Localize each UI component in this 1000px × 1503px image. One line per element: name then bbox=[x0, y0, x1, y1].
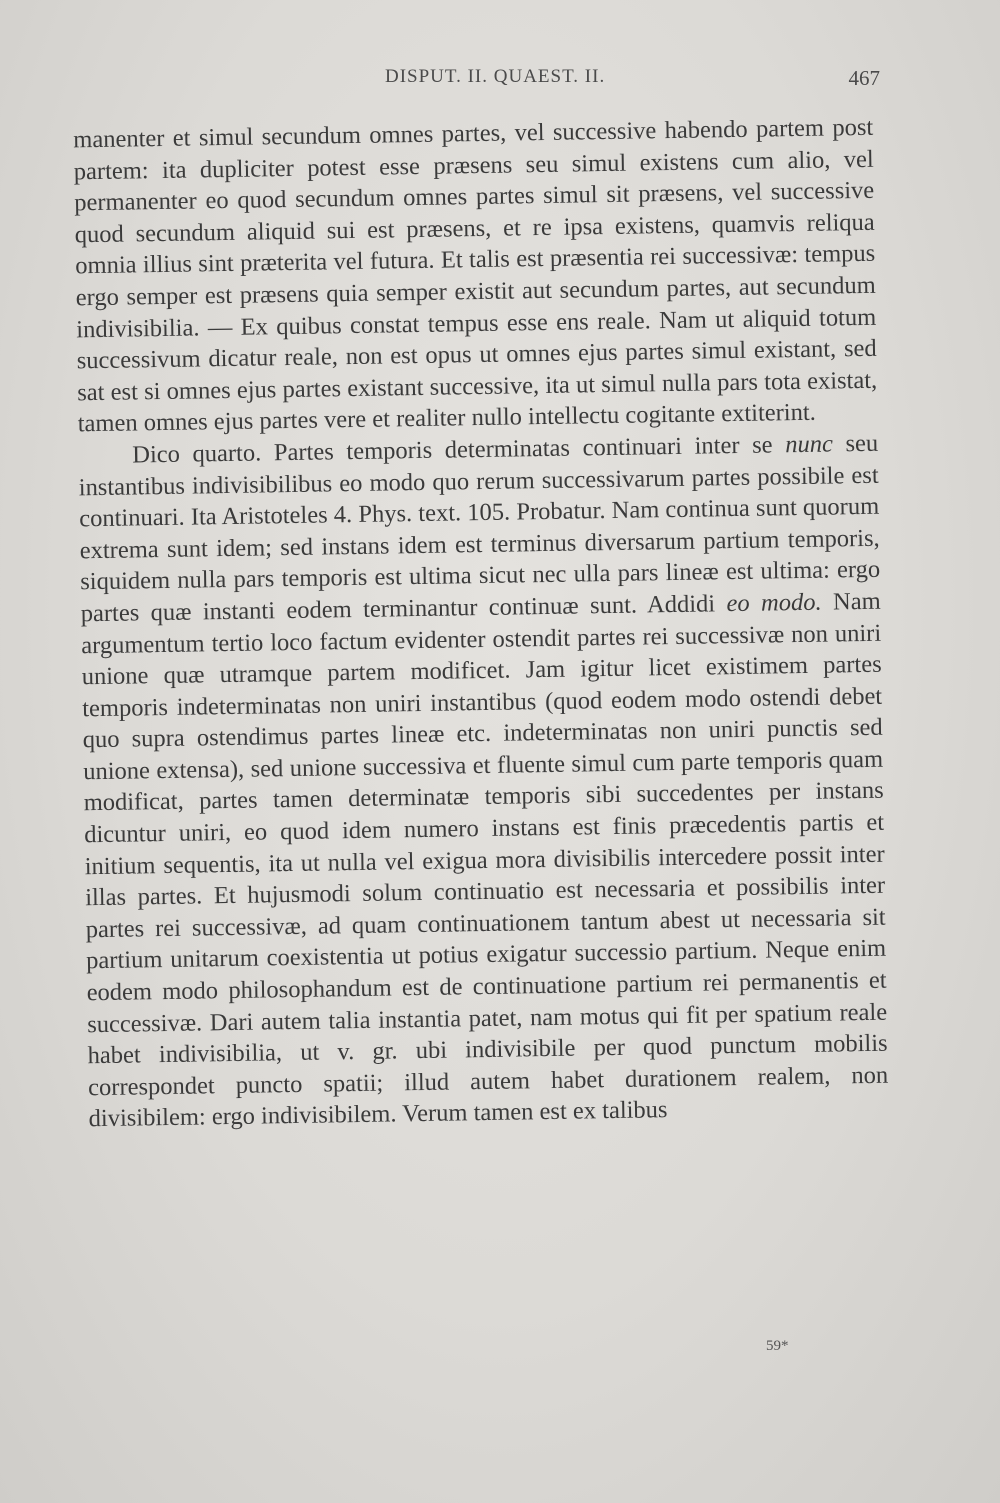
paragraph-1: manenter et simul secundum omnes partes, vel successive habendo partem post partem: ita dupliciter potest esse præsens seu simul existens cum alio, vel permanenter eo quod secundum omnes partes simul sit præsens, vel successive quod secundum aliquid sui est præsens, et re ipsa existens, quamvis reliqua omnia illius sint præterita vel futura. Et talis est præsentia rei successivæ: tempus ergo semper est præsens quia semper existit aut secundum partes, aut secundum indivisibilia. — Ex quibus constat tempus esse ens reale. Nam ut aliquid totum successivum dicatur reale, non est opus ut omnes ejus partes simul existant, sed sat est si omnes ejus partes existant successive, ita ut simul nulla pars tota existat, tamen omnes ejus partes vere et realiter nullo intellectu cogitante extiterint. bbox=[73, 113, 878, 438]
italic-eo-modo: eo modo. bbox=[726, 588, 822, 618]
body-text bbox=[73, 112, 889, 1135]
paragraph-2 bbox=[78, 428, 889, 1136]
italic-nunc: nunc bbox=[785, 430, 834, 459]
paragraph-2-part-c: Nam argumentum tertio loco factum evidenter ostendit partes rei successivæ non uniri unione quæ utramque partem modificet. Jam igitur licet existimem partes temporis indeterminatas non uniri instantibus (quod eodem modo ostendi debet quo supra ostendimus partes lineæ etc. indeterminatas non uniri punctis sed unione extensa), sed unione successiva et fluente simul cum parte temporis quam modificat, partes tamen determinatæ temporis sibi succedentes per instans dicuntur uniri, eo quod idem numero instans est finis præcedentis partis et initium sequentis, ita ut nulla vel exigua mora divisibilis intercedere possit inter illas partes. Et hujusmodi solum continuatio est necessaria et possibilis inter partes rei successivæ, ad quam continuationem tantum abest ut necessaria sit partium unitarum coexistentia ut potius exigatur successio partium. Neque enim eodem modo philosophandum est de continuatione partium rei permanentis et successivæ. Dari autem talia instantia patet, nam motus qui fit per spatium reale habet indivisibilia, ut v. gr. ubi indivisibile per quod punctum mobilis correspondet puncto spatii; illud autem habet durationem realem, non divisibilem: ergo indivisibilem. Verum tamen est ex talibus bbox=[81, 587, 889, 1133]
signature-mark: 59* bbox=[766, 1338, 789, 1354]
running-head: DISPUT. II. QUAEST. II. bbox=[385, 66, 606, 87]
page-header bbox=[80, 66, 880, 96]
paragraph-2-part-a: Dico quarto. Partes temporis determinatas continuari inter se bbox=[132, 431, 773, 469]
paragraph-2-part-b: seu instantibus indivisibilibus eo modo quo rerum successivarum partes possibile est continuari. Ita Aristoteles 4. Phys. text. 105. Probatur. Nam continua sunt quorum extrema sunt idem; sed instans idem est terminus diversarum partium temporis, siquidem nulla pars temporis est ultima sicut nec ulla pars lineæ est ultima: ergo partes quæ instanti eodem terminantur continuæ sunt. Addidi bbox=[78, 429, 881, 628]
page-number: 467 bbox=[848, 66, 880, 90]
